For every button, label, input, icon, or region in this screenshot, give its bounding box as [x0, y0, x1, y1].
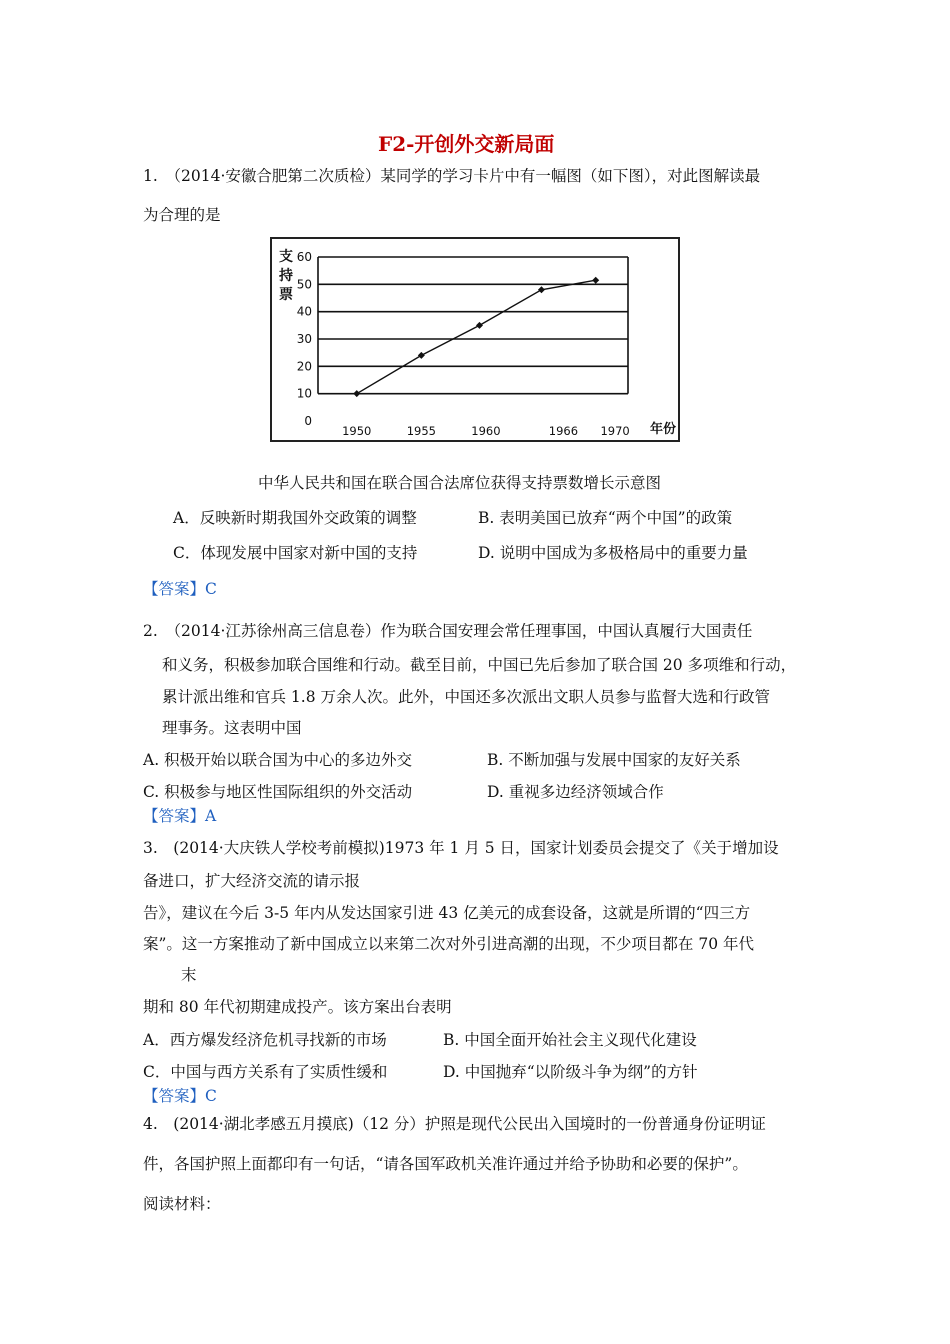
data-point [418, 352, 425, 359]
q2-stem-line2: 和义务，积极参加联合国维和行动。截至目前，中国已先后参加了联合国 20 多项维和行动， [162, 656, 797, 674]
q3-stem-line5: 末 [181, 966, 197, 984]
data-point [353, 390, 360, 397]
q2-answer [143, 806, 216, 826]
q4-stem-line3: 阅读材料： [143, 1195, 221, 1213]
y-axis-label-char: 持 [279, 268, 293, 284]
q1-option-c[interactable]: C．体现发展中国家对新中国的支持 [173, 544, 418, 562]
y-tick-label: 20 [296, 359, 312, 374]
q3-stem-line2: 备进口，扩大经济交流的请示报 [143, 872, 361, 890]
q2-stem-line3: 累计派出维和官兵 1.8 万余人次。此外，中国还多次派出文职人员参与监督大选和行政管 [162, 688, 771, 706]
y-axis-label-char: 票 [279, 287, 293, 303]
q1-stem-line2: 为合理的是 [143, 206, 221, 224]
q1-option-d[interactable]: D. 说明中国成为多极格局中的重要力量 [478, 544, 748, 562]
answer-label: 【答案】 [143, 1087, 206, 1105]
y-tick-label: 40 [296, 304, 312, 319]
answer-value: C [205, 1087, 217, 1105]
q3-option-c[interactable]: C．中国与西方关系有了实质性缓和 [143, 1063, 388, 1081]
q4-stem-line1: 4. (2014·湖北孝感五月摸底)（12 分）护照是现代公民出入国境时的一份普通身份证明证 [143, 1115, 766, 1133]
y-tick-label: 0 [304, 414, 312, 428]
answer-value: C [205, 580, 217, 598]
q3-option-b[interactable]: B. 中国全面开始社会主义现代化建设 [443, 1031, 697, 1049]
y-tick-label: 10 [296, 386, 312, 401]
q2-stem-line1: 2. （2014·江苏徐州高三信息卷）作为联合国安理会常任理事国，中国认真履行大国责任 [143, 622, 753, 640]
data-point [538, 286, 545, 293]
q3-stem-line4: 案”。这一方案推动了新中国成立以来第二次对外引进高潮的出现，不少项目都在 70 年代 [143, 935, 755, 953]
q2-option-b[interactable]: B. 不断加强与发展中国家的友好关系 [487, 751, 741, 769]
q1-answer [143, 579, 217, 599]
q3-option-a[interactable]: A．西方爆发经济危机寻找新的市场 [143, 1031, 387, 1049]
x-tick-label: 1966 [548, 424, 579, 438]
q1-stem-line1: 1. （2014·安徽合肥第二次质检）某同学的学习卡片中有一幅图（如下图），对此图解读最 [143, 167, 761, 185]
y-tick-label: 50 [296, 277, 312, 292]
y-tick-label: 30 [296, 332, 312, 346]
y-axis-label-char: 支 [279, 249, 293, 265]
answer-label: 【答案】 [143, 807, 206, 825]
x-tick-label: 1960 [471, 424, 501, 438]
chart-caption: 中华人民共和国在联合国合法席位获得支持票数增长示意图 [258, 474, 662, 492]
x-tick-label: 1970 [600, 424, 630, 438]
q2-option-a[interactable]: A. 积极开始以联合国为中心的多边外交 [143, 751, 413, 769]
q1-option-b[interactable]: B. 表明美国已放弃“两个中国”的政策 [478, 509, 733, 527]
q1-option-a[interactable]: A．反映新时期我国外交政策的调整 [173, 509, 417, 527]
vote-chart [270, 237, 680, 442]
q3-stem-line1: 3. (2014·大庆铁人学校考前模拟)1973 年 1 月 5 日，国家计划委员会提交了《关于增加设 [143, 839, 779, 857]
vote-chart-svg [272, 239, 678, 440]
x-tick-label: 1950 [342, 424, 372, 438]
q3-option-d[interactable]: D. 中国抛弃“以阶级斗争为纲”的方针 [443, 1063, 698, 1081]
q3-stem-line6: 期和 80 年代初期建成投产。该方案出台表明 [143, 998, 452, 1016]
data-point [476, 322, 483, 329]
answer-value: A [205, 807, 217, 825]
data-point [592, 277, 599, 284]
series-line [357, 280, 596, 393]
q3-answer [143, 1086, 217, 1106]
x-tick-label: 1955 [406, 424, 436, 438]
answer-label: 【答案】 [143, 580, 206, 598]
q2-stem-line4: 理事务。这表明中国 [162, 719, 302, 737]
page-title: F2-开创外交新局面 [378, 132, 555, 156]
q4-stem-line2: 件，各国护照上面都印有一句话，“请各国军政机关准许通过并给予协助和必要的保护”。 [143, 1155, 748, 1173]
q2-option-c[interactable]: C. 积极参与地区性国际组织的外交活动 [143, 783, 413, 801]
q2-option-d[interactable]: D. 重视多边经济领域合作 [487, 783, 664, 801]
x-axis-label: 年份 [650, 422, 677, 437]
q3-stem-line3: 告》，建议在今后 3-5 年内从发达国家引进 43 亿美元的成套设备，这就是所谓的“四三方 [143, 904, 751, 922]
y-tick-label: 60 [296, 250, 312, 264]
